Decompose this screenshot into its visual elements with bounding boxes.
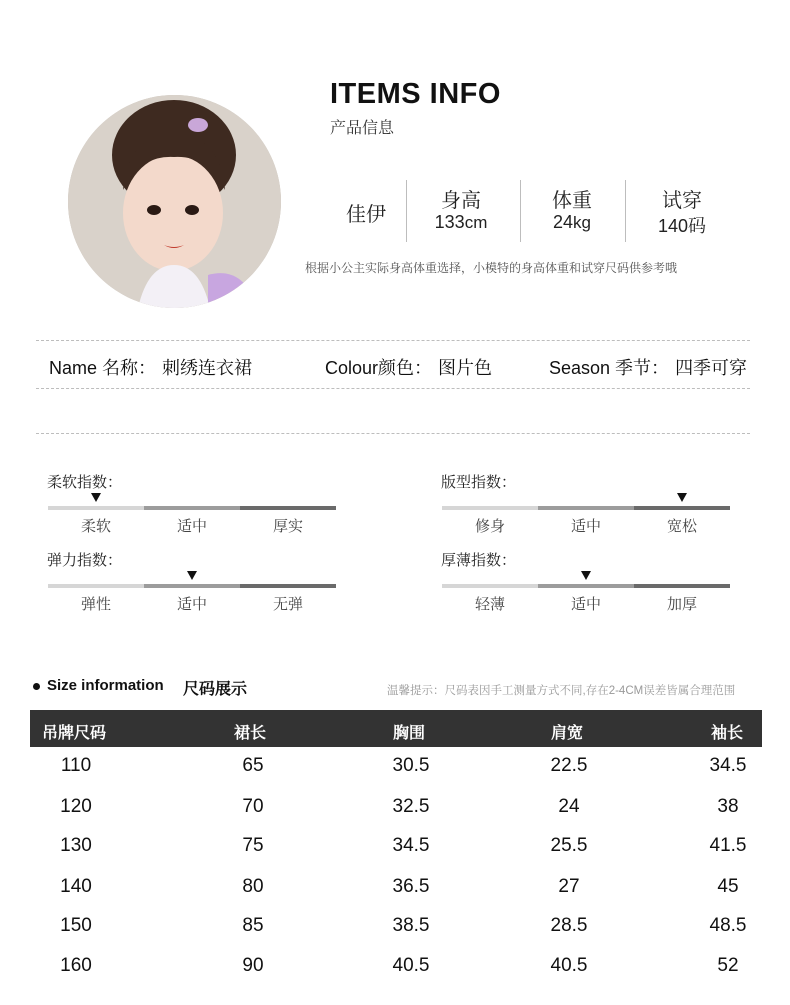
scale-segment xyxy=(442,584,538,588)
scale-segment xyxy=(144,584,240,588)
table-row xyxy=(30,876,762,916)
size-tip: 温馨提示：尺码表因手工测量方式不同,存在2-4CM误差皆属合理范围 xyxy=(387,685,736,697)
thickness-index-title: 厚薄指数： xyxy=(441,552,517,569)
scale-segment xyxy=(634,506,730,510)
scale-option: 适中 xyxy=(176,596,207,613)
scale-segment xyxy=(144,506,240,510)
model-photo xyxy=(68,95,281,308)
table-cell: 40.5 xyxy=(392,955,430,976)
item-season: Season 季节： 四季可穿 xyxy=(549,358,748,378)
table-cell: 41.5 xyxy=(709,835,747,856)
fit-index-title: 版型指数： xyxy=(441,474,517,491)
table-cell: 45 xyxy=(717,876,739,897)
dashed-divider xyxy=(36,388,750,389)
scale-segment xyxy=(48,506,144,510)
table-cell: 110 xyxy=(60,755,92,776)
height-label: 身高 xyxy=(441,190,481,212)
table-row xyxy=(30,796,762,836)
table-cell: 70 xyxy=(242,796,264,817)
tryon-label: 试穿 xyxy=(662,190,702,212)
table-cell: 34.5 xyxy=(709,755,747,776)
elasticity-index-scale xyxy=(48,584,336,624)
column-header: 胸围 xyxy=(393,725,426,742)
item-name: Name 名称： 刺绣连衣裙 xyxy=(49,358,253,378)
thickness-index-scale xyxy=(442,584,730,624)
stat-divider xyxy=(520,180,521,242)
table-cell: 140 xyxy=(60,876,92,897)
table-cell: 38.5 xyxy=(392,915,430,936)
table-cell: 48.5 xyxy=(709,915,747,936)
scale-segment xyxy=(48,584,144,588)
table-cell: 80 xyxy=(242,876,264,897)
scale-option: 适中 xyxy=(176,518,207,535)
scale-segment xyxy=(538,584,634,588)
scale-option: 适中 xyxy=(570,518,601,535)
table-cell: 130 xyxy=(60,835,92,856)
table-cell: 160 xyxy=(60,955,92,976)
table-cell: 85 xyxy=(242,915,264,936)
scale-option: 适中 xyxy=(570,596,601,613)
table-cell: 38 xyxy=(717,796,739,817)
table-cell: 28.5 xyxy=(550,915,588,936)
scale-option: 宽松 xyxy=(666,518,697,535)
table-row xyxy=(30,915,762,955)
dashed-divider xyxy=(36,433,750,434)
scale-segment xyxy=(634,584,730,588)
weight-label: 体重 xyxy=(552,190,592,212)
height-value: 133cm xyxy=(434,212,488,232)
scale-segment xyxy=(240,506,336,510)
bullet-dot xyxy=(33,683,40,690)
scale-segment xyxy=(240,584,336,588)
tryon-value: 140码 xyxy=(657,216,707,236)
model-size-note: 根据小公主实际身高体重选择，小模特的身高体重和试穿尺码供参考哦 xyxy=(305,261,678,275)
model-portrait-illustration xyxy=(68,95,281,308)
model-name: 佳伊 xyxy=(346,204,386,226)
table-cell: 36.5 xyxy=(392,876,430,897)
table-cell: 30.5 xyxy=(392,755,430,776)
scale-option: 柔软 xyxy=(80,518,111,535)
scale-marker xyxy=(187,571,197,580)
table-cell: 120 xyxy=(60,796,92,817)
column-header: 裙长 xyxy=(234,725,267,742)
table-cell: 65 xyxy=(242,755,264,776)
scale-option: 加厚 xyxy=(666,596,697,613)
size-info-subtitle: 尺码展示 xyxy=(183,681,248,698)
column-header: 吊牌尺码 xyxy=(42,725,107,742)
scale-segment xyxy=(442,506,538,510)
scale-marker xyxy=(581,571,591,580)
items-info-subtitle: 产品信息 xyxy=(330,120,395,137)
stat-divider xyxy=(625,180,626,242)
table-cell: 32.5 xyxy=(392,796,430,817)
fit-index-scale xyxy=(442,506,730,546)
table-row xyxy=(30,755,762,795)
table-cell: 24 xyxy=(558,796,580,817)
scale-marker xyxy=(677,493,687,502)
size-table-header xyxy=(30,710,762,747)
table-cell: 75 xyxy=(242,835,264,856)
column-header: 肩宽 xyxy=(551,725,584,742)
table-cell: 150 xyxy=(60,915,92,936)
scale-option: 轻薄 xyxy=(474,596,505,613)
table-row xyxy=(30,955,762,995)
scale-option: 无弹 xyxy=(272,596,303,613)
table-cell: 27 xyxy=(558,876,580,897)
elasticity-index-title: 弹力指数： xyxy=(47,552,123,569)
scale-segment xyxy=(538,506,634,510)
table-row xyxy=(30,835,762,875)
table-cell: 34.5 xyxy=(392,835,430,856)
scale-marker xyxy=(91,493,101,502)
table-cell: 22.5 xyxy=(550,755,588,776)
scale-option: 修身 xyxy=(474,518,505,535)
table-cell: 25.5 xyxy=(550,835,588,856)
table-cell: 90 xyxy=(242,955,264,976)
item-colour: Colour颜色： 图片色 xyxy=(325,358,493,378)
dashed-divider xyxy=(36,340,750,341)
table-cell: 40.5 xyxy=(550,955,588,976)
softness-index-title: 柔软指数： xyxy=(47,474,123,491)
size-info-title: Size information xyxy=(47,677,164,694)
stat-divider xyxy=(406,180,407,242)
scale-option: 弹性 xyxy=(80,596,111,613)
weight-value: 24kg xyxy=(553,212,591,232)
items-info-title: ITEMS INFO xyxy=(330,78,501,110)
scale-option: 厚实 xyxy=(272,518,303,535)
softness-index-scale xyxy=(48,506,336,546)
table-cell: 52 xyxy=(717,955,739,976)
column-header: 袖长 xyxy=(711,725,744,742)
